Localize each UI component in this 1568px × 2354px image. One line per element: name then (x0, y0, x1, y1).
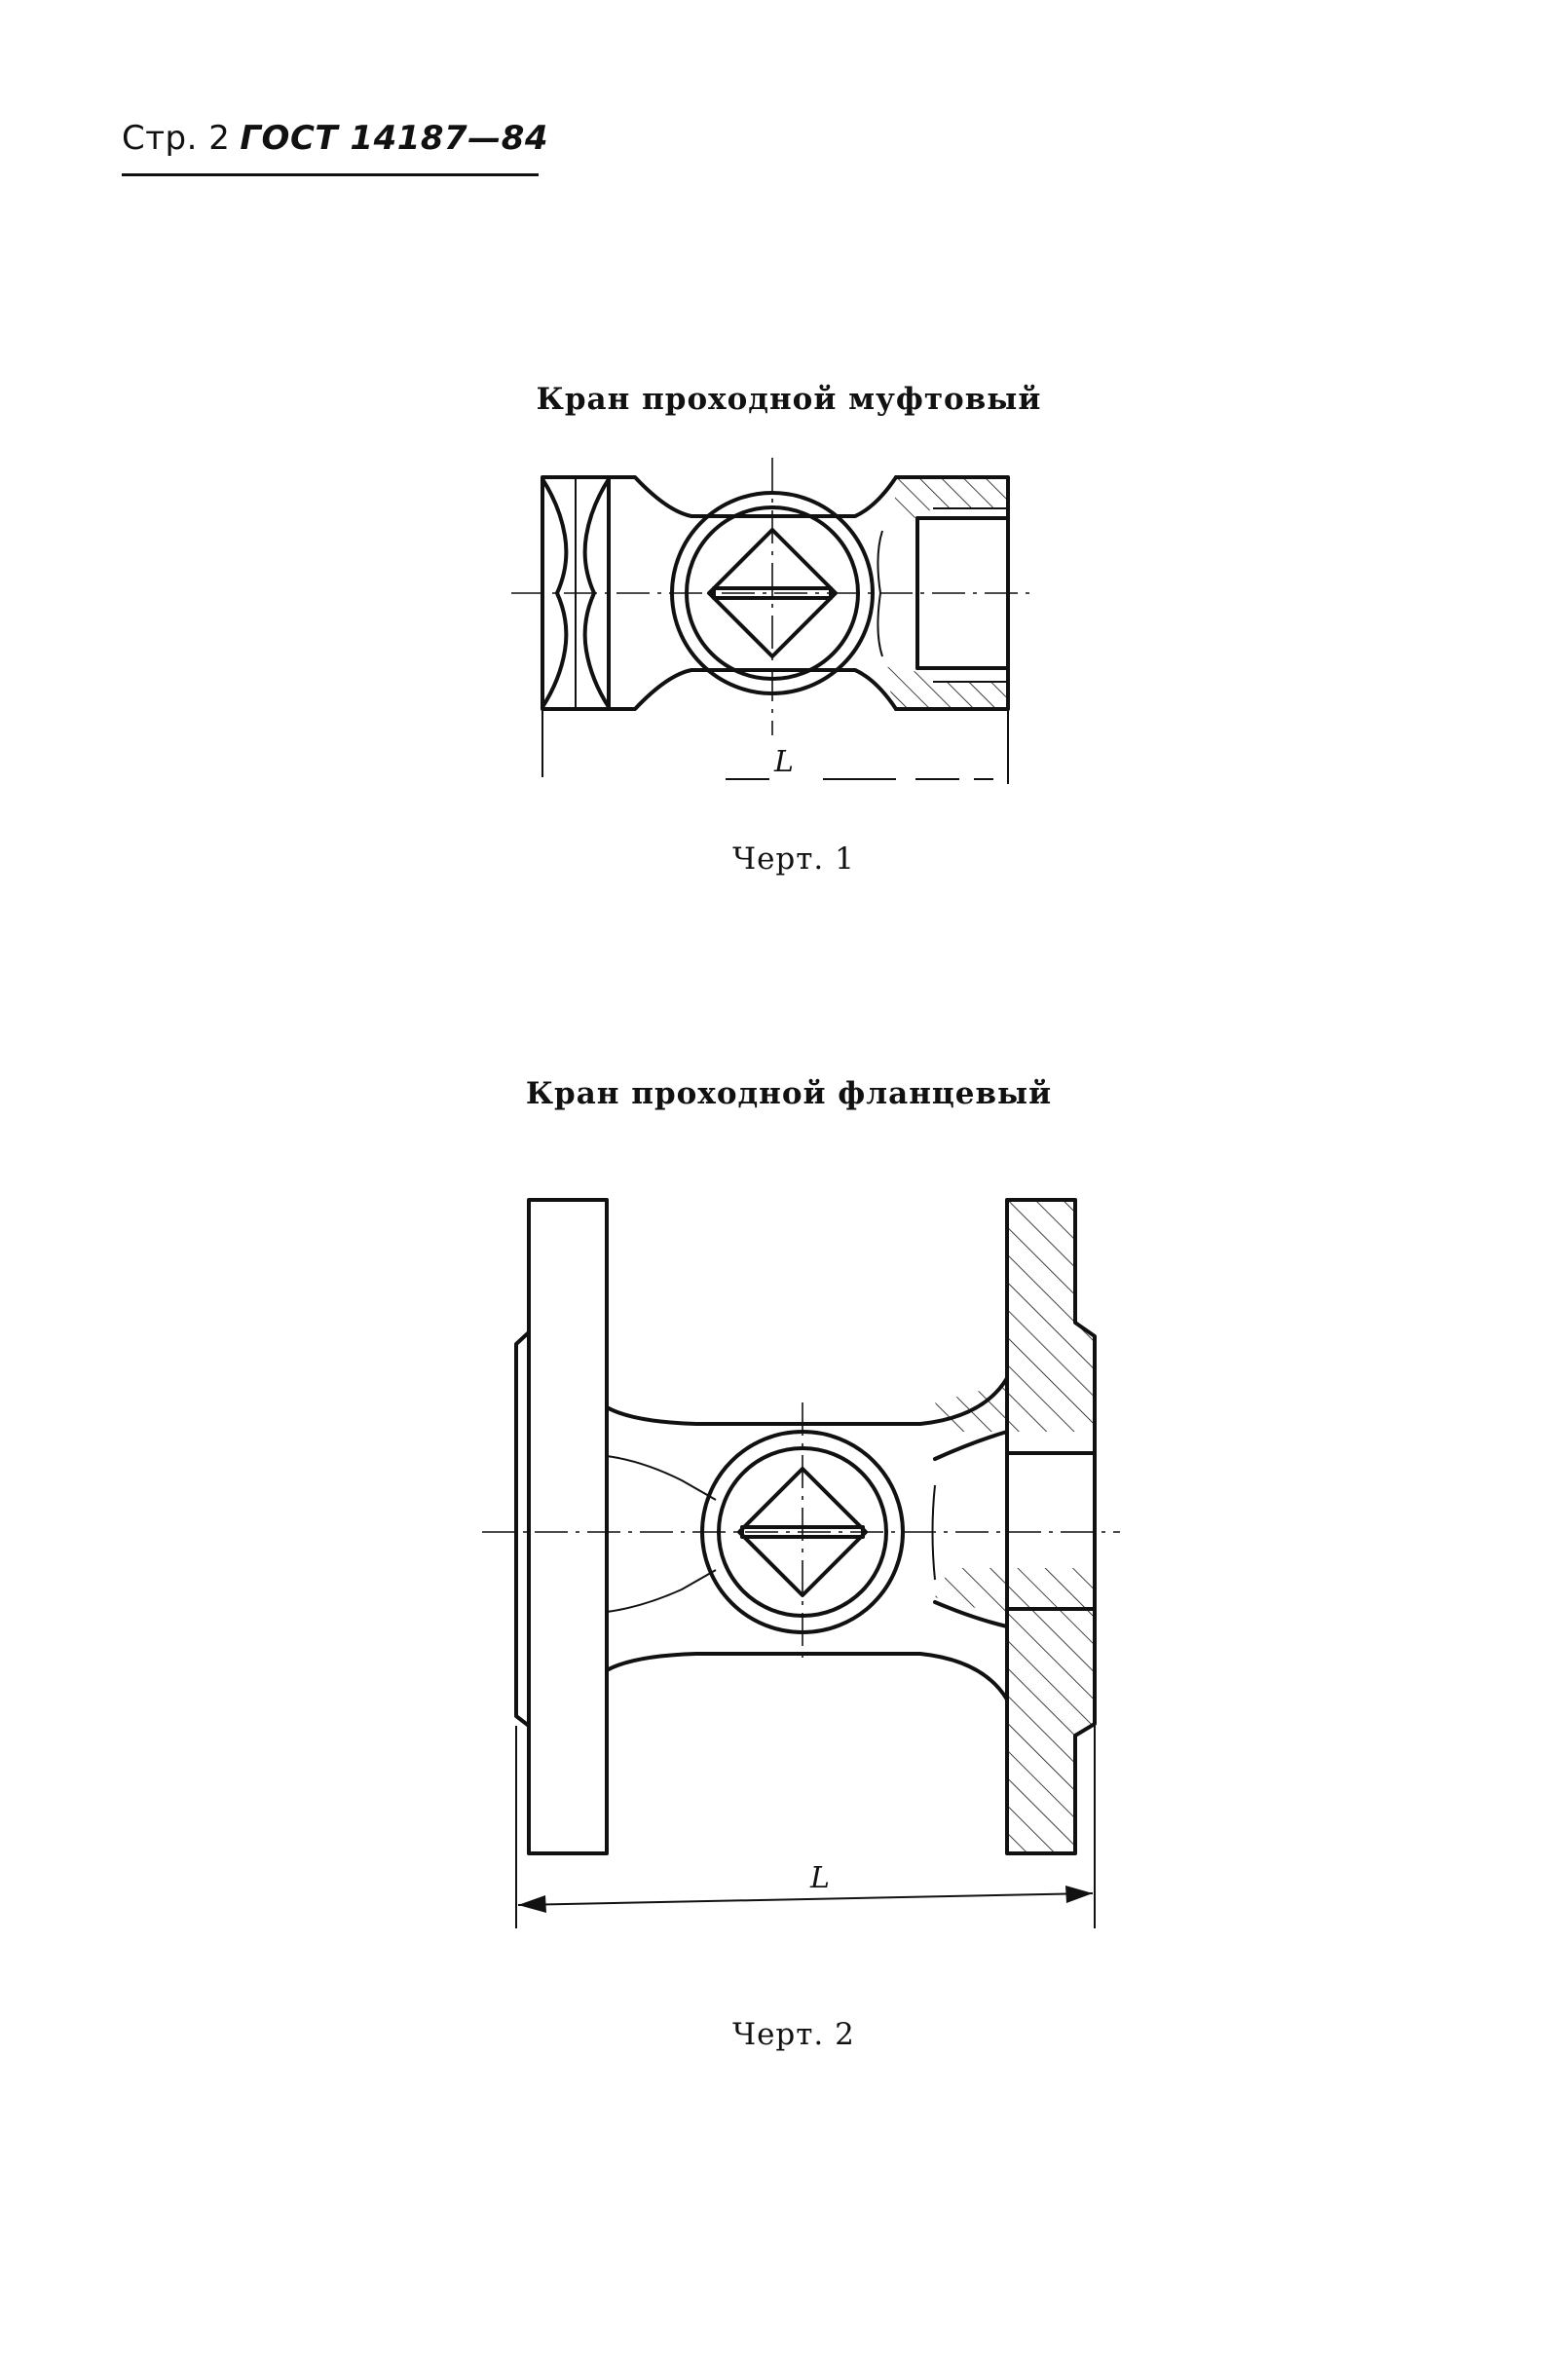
figure-2-caption: Черт. 2 (732, 2017, 855, 2052)
figure-2-title: Кран проходной фланцевый (525, 1076, 1053, 1111)
dimension-label-2: L (810, 1861, 830, 1895)
dimension-l (542, 709, 1008, 784)
page-number: Стр. 2 (122, 119, 231, 158)
header-text (122, 119, 548, 158)
threaded-socket-section (877, 467, 1013, 721)
figure-1-title: Кран проходной муфтовый (536, 382, 1042, 417)
figure-1-caption: Черт. 1 (732, 841, 855, 877)
page-header (122, 115, 549, 183)
right-flange-section (925, 1193, 1101, 1865)
flanged-valve-drawing (0, 1169, 1568, 1967)
left-flange (516, 1200, 607, 1853)
dimension-label-1: L (774, 745, 794, 779)
standard-designation: ГОСТ 14187—84 (240, 119, 549, 158)
header-rule (122, 173, 539, 176)
coupling-valve-drawing (0, 448, 1568, 799)
